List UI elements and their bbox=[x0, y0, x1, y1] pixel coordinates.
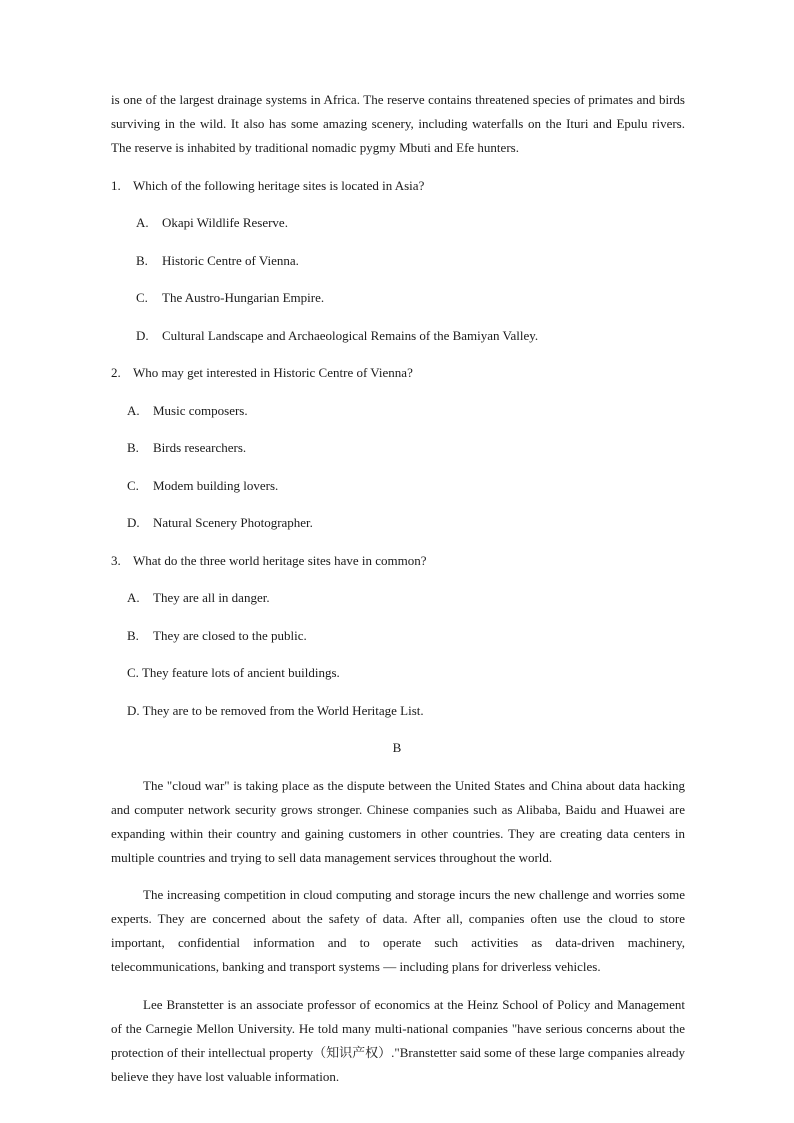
option-letter: A. bbox=[127, 403, 140, 418]
intro-paragraph: is one of the largest drainage systems in Africa. The reserve contains threatened species of primates and birds surviving in the wild. It also has some amazing scenery, including waterfalls on the Ituri and Epulu rivers. The reserve is inhabited by traditional nomadic pygmy Mbuti and Efe hunters. bbox=[111, 92, 685, 155]
question-2 bbox=[111, 364, 413, 382]
q2-option-d bbox=[127, 514, 313, 532]
option-text: Birds researchers. bbox=[153, 440, 247, 455]
option-text: They feature lots of ancient buildings. bbox=[141, 665, 340, 680]
q2-option-a bbox=[127, 402, 248, 420]
q3-option-c bbox=[127, 664, 340, 682]
option-letter: A. bbox=[127, 590, 140, 605]
option-text: They are to be removed from the World Heritage List. bbox=[142, 703, 424, 718]
section-heading: B bbox=[392, 740, 402, 755]
q3-option-d bbox=[127, 702, 424, 720]
question-number: 2. bbox=[111, 365, 121, 380]
question-text: Which of the following heritage sites is located in Asia? bbox=[133, 178, 425, 193]
question-number: 3. bbox=[111, 553, 121, 568]
option-text: Historic Centre of Vienna. bbox=[162, 253, 299, 268]
question-text: Who may get interested in Historic Centre of Vienna? bbox=[133, 365, 413, 380]
option-text: Natural Scenery Photographer. bbox=[153, 515, 313, 530]
section-b-paragraph-3: Lee Branstetter is an associate professor of economics at the Heinz School of Policy and Management of the Carnegie Mellon University. He told many multi-national companies "have serious concerns about the protection of their intellectual property（知识产权）."Branstetter said some of these large companies already believe they have lost valuable information. bbox=[111, 997, 685, 1084]
q1-option-c bbox=[136, 289, 324, 307]
option-letter: D. bbox=[136, 328, 149, 343]
option-text: They are closed to the public. bbox=[153, 628, 307, 643]
option-text: They are all in danger. bbox=[153, 590, 270, 605]
option-letter: B. bbox=[136, 253, 148, 268]
option-letter: B. bbox=[127, 628, 139, 643]
option-text: The Austro-Hungarian Empire. bbox=[162, 290, 325, 305]
q2-option-b bbox=[127, 439, 246, 457]
section-b-paragraph-2: The increasing competition in cloud computing and storage incurs the new challenge and worries some experts. They are concerned about the safety of data. After all, companies often use the cloud to store important, confidential information and to operate such activities as data-driven machinery, telecommunications, banking and transport systems — including plans for driverless vehicles. bbox=[111, 887, 685, 974]
question-text: What do the three world heritage sites have in common? bbox=[133, 553, 427, 568]
q1-option-a bbox=[136, 214, 288, 232]
q2-option-c bbox=[127, 477, 278, 495]
option-letter: B. bbox=[127, 440, 139, 455]
question-number: 1. bbox=[111, 178, 121, 193]
q1-option-d bbox=[136, 327, 538, 345]
option-text: Music composers. bbox=[153, 403, 248, 418]
q3-option-a bbox=[127, 589, 270, 607]
option-letter: D. bbox=[127, 703, 140, 718]
option-text: Modem building lovers. bbox=[153, 478, 279, 493]
option-letter: C. bbox=[127, 478, 139, 493]
option-text: Cultural Landscape and Archaeological Remains of the Bamiyan Valley. bbox=[162, 328, 539, 343]
q1-option-b bbox=[136, 252, 299, 270]
option-letter: C. bbox=[136, 290, 148, 305]
section-b-paragraph-1: The "cloud war" is taking place as the dispute between the United States and China about data hacking and computer network security grows stronger. Chinese companies such as Alibaba, Baidu and Huawei are expanding within their country and gaining customers in other countries. They are creating data centers in multiple countries and trying to sell data management services throughout the world. bbox=[111, 778, 685, 865]
option-letter: A. bbox=[136, 215, 149, 230]
q3-option-b bbox=[127, 627, 307, 645]
option-letter: D. bbox=[127, 515, 140, 530]
question-3 bbox=[111, 552, 426, 570]
option-letter: C. bbox=[127, 665, 139, 680]
option-text: Okapi Wildlife Reserve. bbox=[162, 215, 288, 230]
question-1 bbox=[111, 177, 424, 195]
